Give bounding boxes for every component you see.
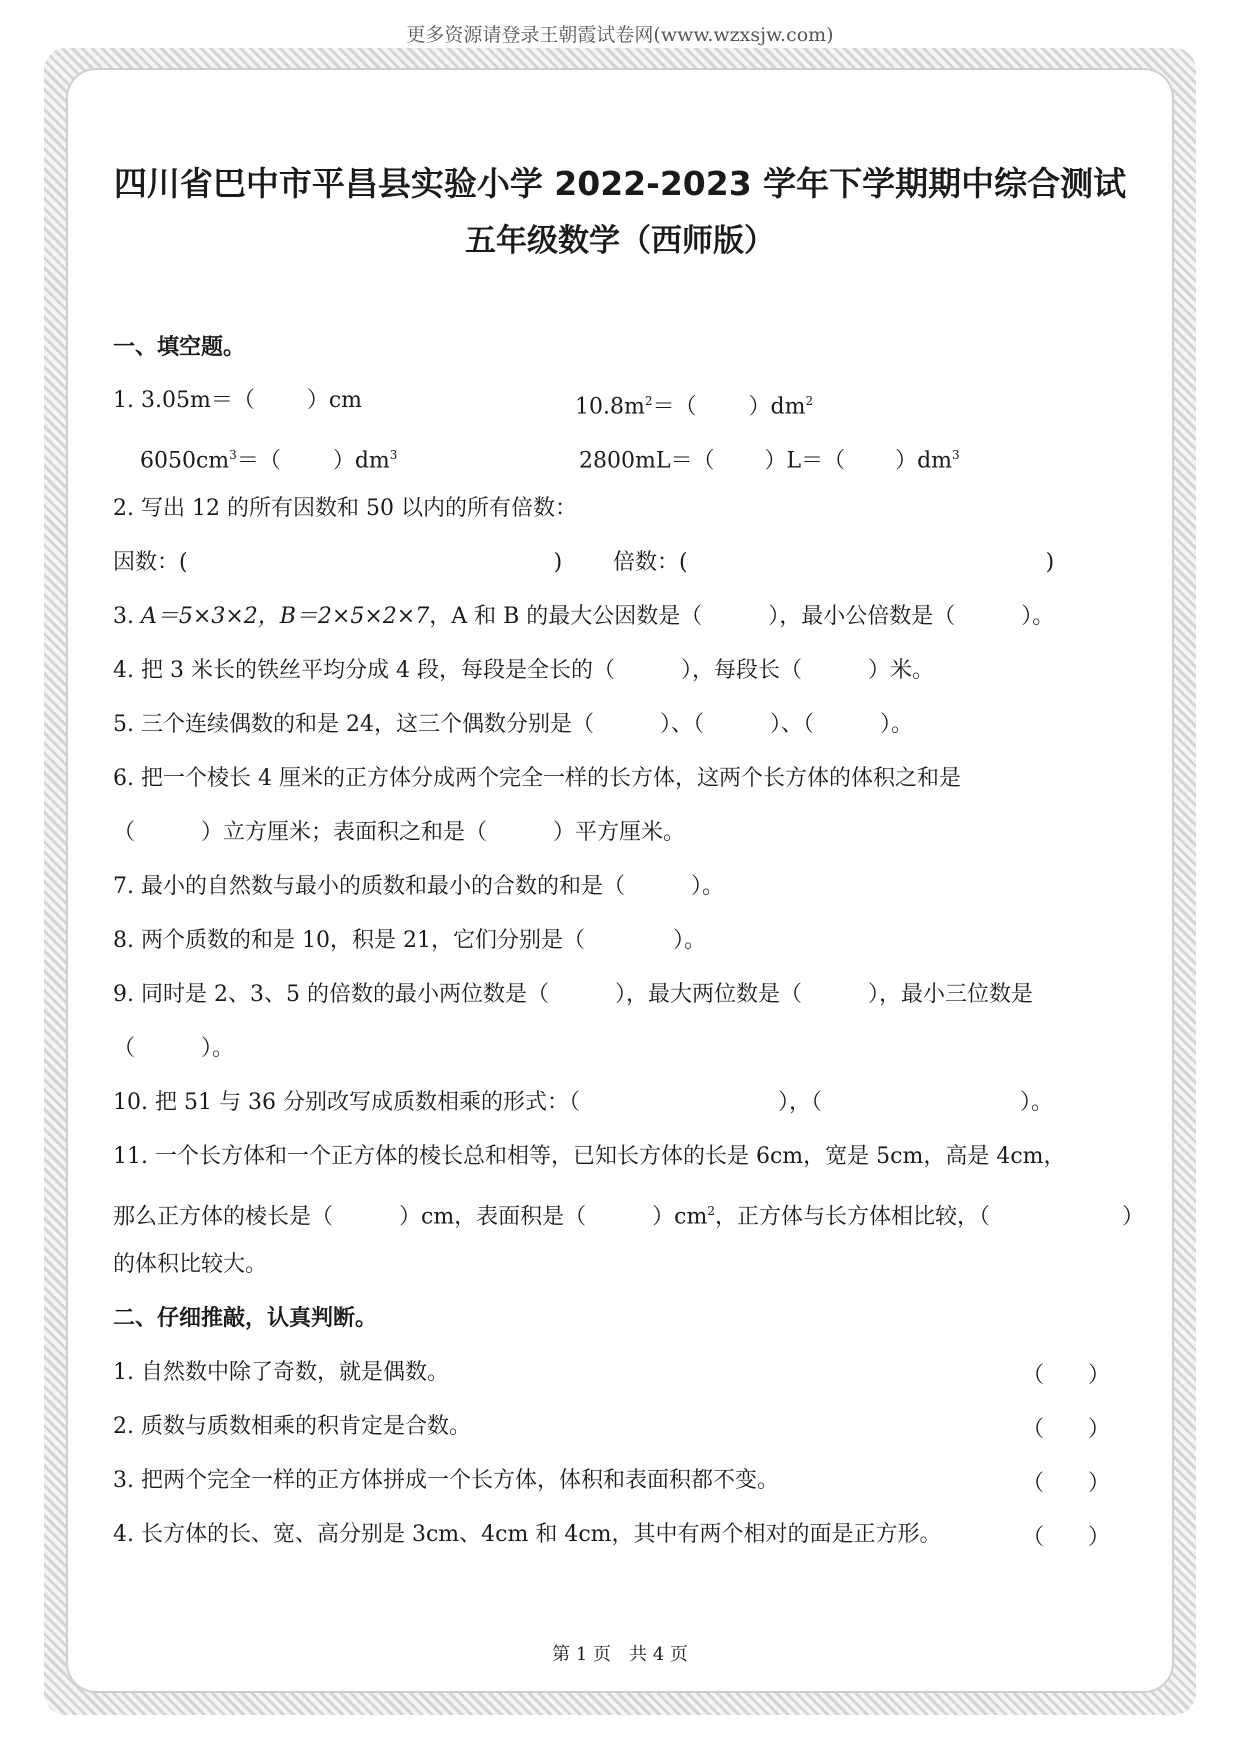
section2-heading: 二、仔细推敲，认真判断。: [113, 1306, 378, 1331]
judge-answer-3: （ ）: [1022, 1471, 1111, 1496]
judge-item-2: 2. 质数与质数相乘的积肯定是合数。: [113, 1414, 471, 1439]
question-9b: （ ）。: [113, 1036, 235, 1061]
exam-title: 四川省巴中市平昌县实验小学 2022-2023 学年下学期期中综合测试: [113, 164, 1127, 203]
exam-subtitle: 五年级数学（西师版）: [465, 223, 775, 259]
question-1a: 1. 3.05m＝（ ）cm: [113, 388, 363, 413]
header-note: 更多资源请登录王朝霞试卷网(www.wzxsjw.com): [406, 24, 834, 46]
question-2: 2. 写出 12 的所有因数和 50 以内的所有倍数：: [113, 496, 577, 521]
question-6a: 6. 把一个棱长 4 厘米的正方体分成两个完全一样的长方体，这两个长方体的体积之和是: [113, 766, 961, 791]
question-7: 7. 最小的自然数与最小的质数和最小的合数的和是（ ）。: [113, 874, 724, 899]
question-3: 3. A＝5×3×2，B＝2×5×2×7，A 和 B 的最大公因数是（ ），最小公倍数是（ ）。: [113, 604, 1055, 629]
question-11c: 的体积比较大。: [113, 1252, 268, 1277]
judge-item-4: 4. 长方体的长、宽、高分别是 3cm、4cm 和 4cm，其中有两个相对的面是正方形。: [113, 1522, 942, 1547]
page-number: 第 1 页 共 4 页: [552, 1644, 688, 1665]
section1-heading: 一、填空题。: [113, 335, 246, 360]
judge-answer-4: （ ）: [1022, 1525, 1111, 1550]
question-8: 8. 两个质数的和是 10，积是 21，它们分别是（ ）。: [113, 928, 706, 953]
question-11a: 11. 一个长方体和一个正方体的棱长总和相等，已知长方体的长是 6cm，宽是 5cm，高是 4cm，: [113, 1144, 1066, 1169]
judge-item-3: 3. 把两个完全一样的正方体拼成一个长方体，体积和表面积都不变。: [113, 1468, 779, 1493]
question-5: 5. 三个连续偶数的和是 24，这三个偶数分别是（ ）、（ ）、（ ）。: [113, 712, 913, 737]
judge-answer-2: （ ）: [1022, 1417, 1111, 1442]
question-4: 4. 把 3 米长的铁丝平均分成 4 段，每段是全长的（ ），每段长（ ）米。: [113, 658, 934, 683]
question-11b: 那么正方体的棱长是（ ）cm，表面积是（ ）$cm^2$，正方体与长方体相比较，（ ）: [113, 1204, 1145, 1230]
question-1b: $10.8m^2=$（ ）$dm^2$: [575, 394, 814, 420]
question-1d: 2800mL＝（ ）L＝（ ）$dm^3$: [579, 448, 960, 474]
question-6b: （ ）立方厘米；表面积之和是（ ）平方厘米。: [113, 820, 686, 845]
question-9a: 9. 同时是 2、3、5 的倍数的最小两位数是（ ），最大两位数是（ ），最小三位数是: [113, 982, 1033, 1007]
judge-item-1: 1. 自然数中除了奇数，就是偶数。: [113, 1360, 449, 1385]
question-2-factors: 因数：( ): [113, 550, 563, 575]
question-1c: $6050cm^3=$（ ）$dm^3$: [140, 448, 398, 474]
judge-answer-1: （ ）: [1022, 1363, 1111, 1388]
question-10: 10. 把 51 与 36 分别改写成质数相乘的形式：（ ），（ ）。: [113, 1090, 1053, 1115]
question-2-multiples: 倍数：( ): [613, 550, 1055, 575]
